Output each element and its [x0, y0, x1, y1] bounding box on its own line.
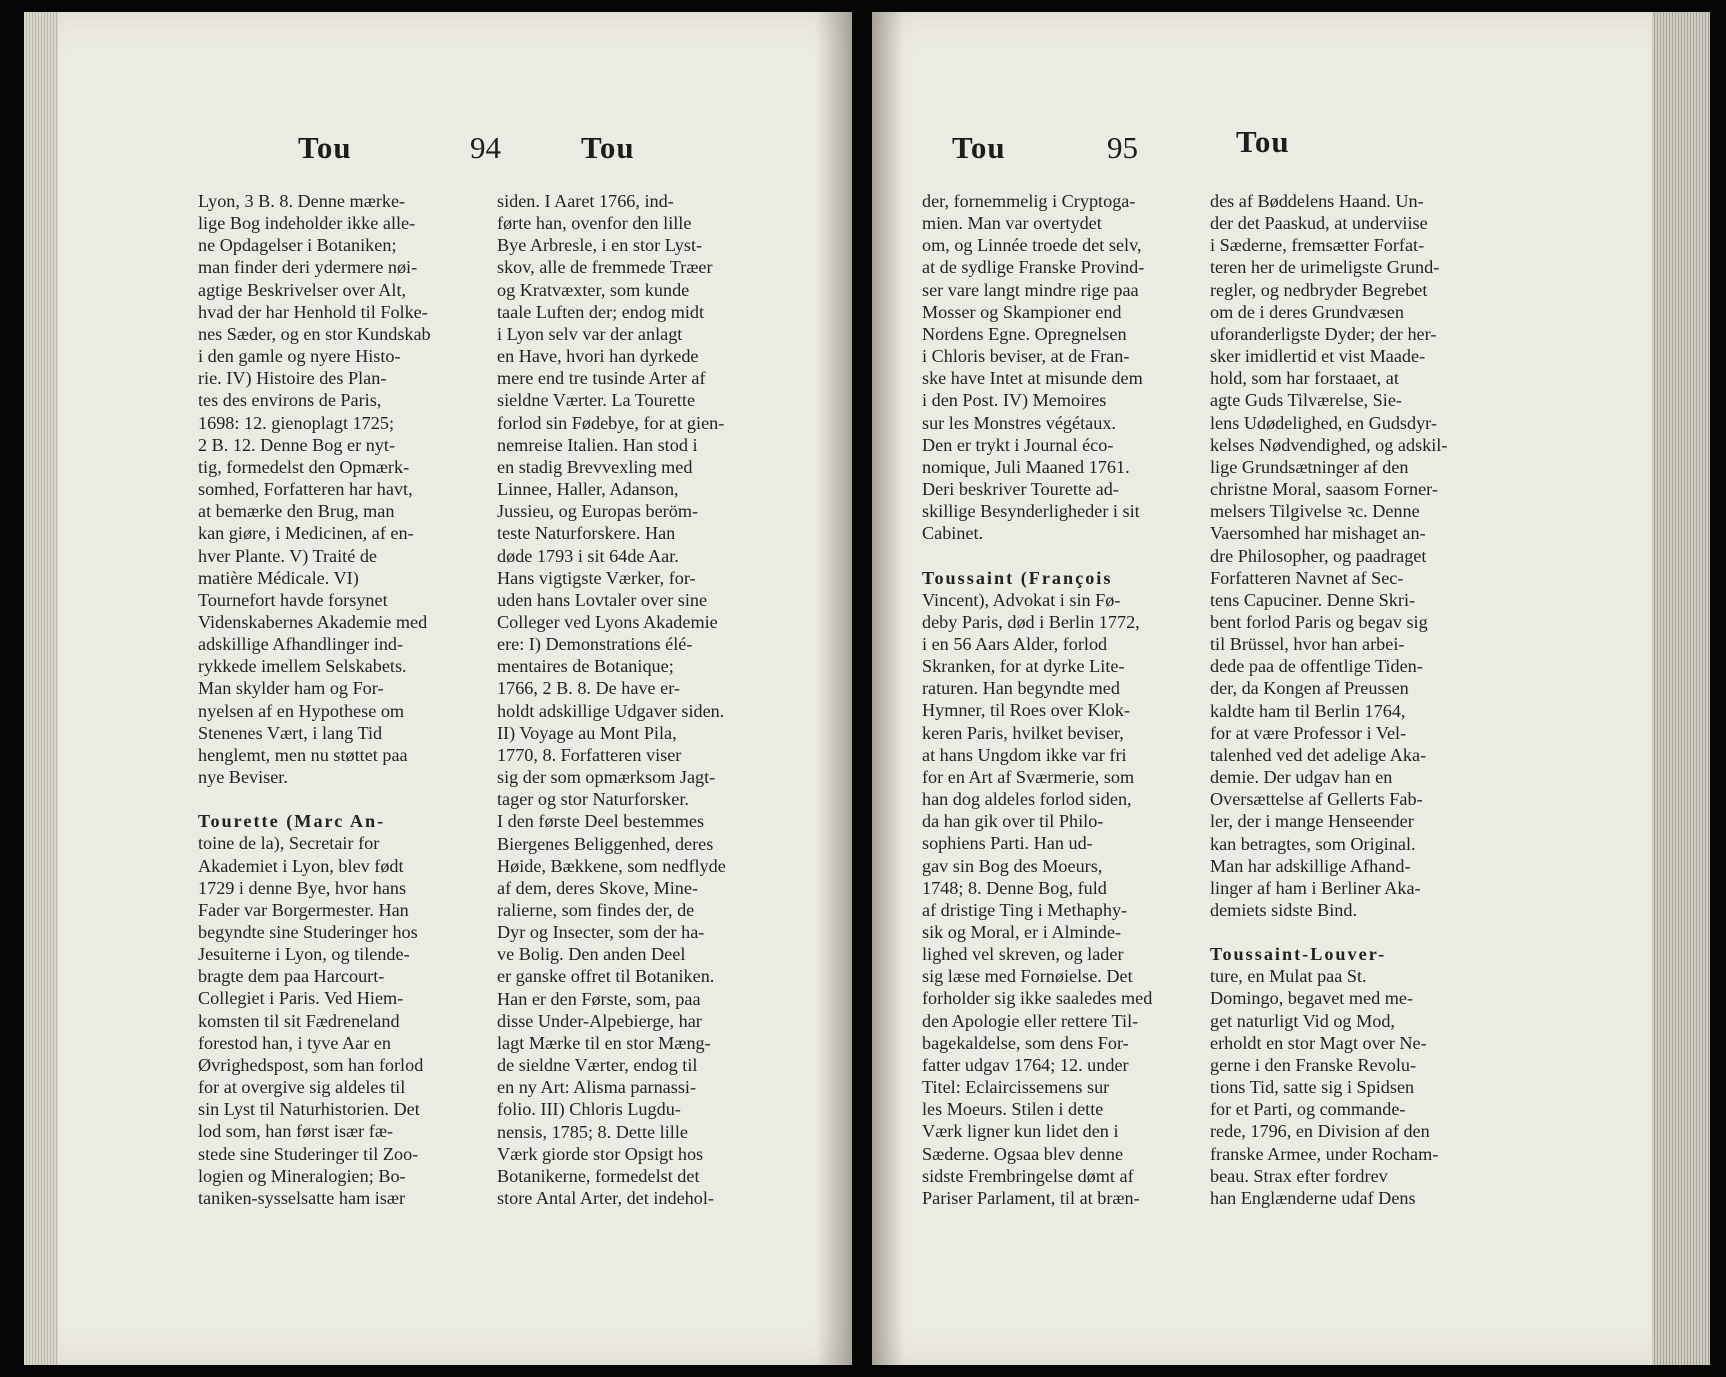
text-line: der, da Kongen af Preussen [1210, 678, 1409, 699]
text-line: uden hans Lovtaler over sine [497, 589, 708, 610]
text-line: get naturligt Vid og Mod, [1210, 1010, 1395, 1031]
text-line: i en 56 Aars Alder, forlod [922, 633, 1108, 654]
text-line: dede paa de offentlige Tiden- [1210, 656, 1423, 677]
text-line: Høide, Bækkene, som nedflyde [497, 855, 726, 876]
text-line: Hymner, til Roes over Klok- [922, 700, 1130, 721]
text-line: bagekaldelse, som dens For- [922, 1032, 1129, 1053]
text-line: Collegiet i Paris. Ved Hiem- [198, 988, 404, 1009]
text-line: 1729 i denne Bye, hvor hans [198, 877, 407, 898]
text-line: I den første Deel bestemmes [497, 811, 705, 832]
text-line: Domingo, begavet med me- [1210, 988, 1414, 1009]
text-line: Pariser Parlament, til at bræn- [922, 1187, 1140, 1208]
text-line: kelses Nødvendighed, og adskil- [1210, 434, 1448, 455]
text-line: bent forlod Paris og begav sig [1210, 611, 1428, 632]
text-line: sur les Monstres végétaux. [922, 412, 1116, 433]
text-line: ne Opdagelser i Botaniken; [198, 235, 397, 256]
text-line: lige Grundsætninger af den [1210, 456, 1409, 477]
text-line: Vaersomhed har mishaget an- [1210, 523, 1426, 544]
text-line: linger af ham i Berliner Aka- [1210, 877, 1421, 898]
text-line: holdt adskillige Udgaver siden. [497, 700, 725, 721]
text-line: i Chloris beviser, at de Fran- [922, 346, 1130, 367]
text-line: melsers Tilgivelse ꝛc. Denne [1210, 501, 1420, 522]
text-line: Skranken, for at dyrke Lite- [922, 656, 1125, 677]
text-line: stede sine Studeringer til Zoo- [198, 1143, 419, 1164]
text-line: nyelsen af en Hypothese om [198, 700, 405, 721]
text-line: taale Luften der; endog midt [497, 301, 705, 322]
text-line: for at overgive sig aldeles til [198, 1077, 406, 1098]
text-line: at de sydlige Franske Provind- [922, 257, 1145, 278]
text-line: II) Voyage au Mont Pila, [497, 722, 677, 743]
left-running-head-left: Tou [298, 130, 352, 165]
text-line: tig, formedelst den Opmærk- [198, 456, 410, 477]
text-line: ere: I) Demonstrations élé- [497, 634, 693, 655]
text-line: tens Capuciner. Denne Skri- [1210, 589, 1416, 610]
right-gutter-shadow [872, 12, 904, 1365]
text-line: for et Parti, og commande- [1210, 1099, 1406, 1120]
text-line: mentaires de Botanique; [497, 656, 674, 677]
right-column-1 [922, 190, 1182, 1209]
left-column-2 [497, 190, 757, 1209]
text-line: ske have Intet at misunde dem [922, 368, 1143, 389]
text-line: Cabinet. [922, 523, 984, 544]
paragraph-gap [198, 788, 466, 810]
text-line: begyndte sine Studeringer hos [198, 922, 418, 942]
text-line: regler, og nedbryder Begrebet [1210, 279, 1428, 300]
text-line: store Antal Arter, det indehol- [497, 1188, 714, 1209]
text-line: nemreise Italien. Han stod i [497, 434, 698, 455]
text-line: adskillige Afhandlinger ind- [198, 634, 404, 655]
text-line: Man skylder ham og For- [198, 678, 384, 699]
text-line: bragte dem paa Harcourt- [198, 966, 385, 987]
text-line: Biergenes Beliggenhed, deres [497, 833, 714, 854]
text-line: i den Post. IV) Memoires [922, 390, 1107, 411]
text-line: fatter udgav 1764; 12. under [922, 1054, 1129, 1075]
text-line: erholdt en stor Magt over Ne- [1210, 1032, 1427, 1053]
text-line: toine de la), Secretair for [198, 833, 380, 854]
text-line: kaldte ham til Berlin 1764, [1210, 700, 1406, 721]
text-line: disse Under-Alpebierge, har [497, 1010, 702, 1031]
text-line: sig læse med Fornøielse. Det [922, 966, 1133, 987]
text-line: Lyon, 3 B. 8. Denne mærke- [198, 191, 406, 211]
text-line: Han er den Første, som, paa [497, 988, 701, 1009]
text-line: tes des environs de Paris, [198, 390, 382, 411]
text-line: hold, som har forstaaet, at [1210, 368, 1399, 389]
text-line: han dog aldeles forlod siden, [922, 789, 1132, 810]
text-line: dre Philosopher, og paadraget [1210, 545, 1427, 566]
text-line: Værk giorde stor Opsigt hos [497, 1143, 704, 1164]
text-line: nomique, Juli Maaned 1761. [922, 456, 1130, 477]
text-line: demiets sidste Bind. [1210, 900, 1358, 920]
right-column-2 [1210, 190, 1474, 1209]
text-line: skov, alle de fremmede Træer [497, 257, 713, 278]
text-line: af dem, deres Skove, Mine- [497, 877, 699, 898]
text-line: agtige Beskrivelser over Alt, [198, 279, 407, 300]
right-running-head-right: Tou [1236, 124, 1290, 159]
text-line: Dyr og Insecter, som der ha- [497, 922, 705, 943]
right-page [872, 12, 1710, 1365]
text-line: demie. Der udgav han en [1210, 767, 1393, 788]
text-line: Videnskabernes Akademie med [198, 611, 428, 632]
text-line: han Englænderne udaf Dens [1210, 1187, 1416, 1208]
text-line: Fader var Borgermester. Han [198, 899, 409, 920]
text-line: skillige Besynderligheder i sit [922, 501, 1140, 522]
text-line: en stadig Brevvexling med [497, 456, 693, 477]
text-line: Bye Arbresle, i en stor Lyst- [497, 235, 703, 256]
text-line: matière Médicale. VI) [198, 567, 359, 588]
text-line: om, og Linnée troede det selv, [922, 235, 1142, 256]
text-line: teste Naturforskere. Han [497, 523, 676, 544]
text-line: komsten til sit Fædreneland [198, 1010, 400, 1031]
text-line: somhed, Forfatteren har havt, [198, 479, 413, 500]
text-line: kan giøre, i Medicinen, af en- [198, 523, 414, 544]
text-line: 1698: 12. gienoplagt 1725; [198, 412, 395, 433]
text-line: siden. I Aaret 1766, ind- [497, 191, 674, 211]
text-line: 2 B. 12. Denne Bog er nyt- [198, 434, 395, 455]
text-line: Mosser og Skampioner end [922, 301, 1122, 322]
text-line: lige Bog indeholder ikke alle- [198, 213, 416, 234]
text-line: hvad der har Henhold til Folke- [198, 301, 428, 322]
text-line: rede, 1796, en Division af den [1210, 1121, 1430, 1142]
text-line: forholder sig ikke saaledes med [922, 988, 1153, 1009]
text-line: til Brüssel, hvor han arbei- [1210, 634, 1405, 655]
text-line: Botanikerne, formedelst det [497, 1165, 700, 1186]
text-line: Oversættelse af Gellerts Fab- [1210, 789, 1423, 810]
text-line: forlod sin Fødebye, for at gien- [497, 412, 725, 433]
text-line: at bemærke den Brug, man [198, 501, 395, 522]
text-line: ralierne, som findes der, de [497, 900, 695, 920]
text-line: ser vare langt mindre rige paa [922, 279, 1139, 300]
text-line: sophiens Parti. Han ud- [922, 833, 1093, 854]
text-line: nensis, 1785; 8. Dette lille [497, 1121, 688, 1142]
text-line: sker imidlertid et vist Maade- [1210, 346, 1426, 367]
text-line: taniken-sysselsatte ham især [198, 1187, 406, 1208]
text-line: des af Bøddelens Haand. Un- [1210, 191, 1424, 211]
text-line: sig der som opmærksom Jagt- [497, 767, 716, 788]
text-line: der det Paaskud, at underviise [1210, 213, 1428, 234]
text-line: logien og Mineralogien; Bo- [198, 1165, 406, 1186]
text-line: for en Art af Sværmerie, som [922, 766, 1135, 787]
text-line: er ganske offret til Botaniken. [497, 966, 715, 987]
text-line: lagt Mærke til en stor Mæng- [497, 1032, 711, 1053]
text-line: nye Beviser. [198, 767, 288, 788]
text-line: for at være Professor i Vel- [1210, 722, 1407, 743]
left-gutter-shadow [816, 12, 852, 1365]
text-line: døde 1793 i sit 64de Aar. [497, 545, 679, 566]
text-line: lens Udødelighed, en Gudsdyr- [1210, 412, 1437, 433]
paragraph-gap [922, 545, 1182, 567]
right-running-head-left: Tou [952, 130, 1006, 165]
text-line: raturen. Han begyndte med [922, 678, 1120, 699]
text-line: tions Tid, satte sig i Spidsen [1210, 1077, 1415, 1098]
text-line: gav sin Bog des Moeurs, [922, 855, 1103, 876]
text-line: om de i deres Grundvæsen [1210, 301, 1404, 322]
left-page-number: 94 [470, 130, 501, 165]
text-line: der, fornemmelig i Cryptoga- [922, 191, 1136, 211]
text-line: Nordens Egne. Opregnelsen [922, 323, 1127, 344]
text-line: 1766, 2 B. 8. De have er- [497, 678, 680, 699]
paragraph-gap [1210, 921, 1474, 943]
text-line: Sæderne. Ogsaa blev denne [922, 1143, 1124, 1164]
text-line: Linnee, Haller, Adanson, [497, 479, 679, 500]
left-running-head-right: Tou [581, 130, 635, 165]
text-line: Toussaint (François [922, 567, 1113, 588]
text-line: talenhed ved det adelige Aka- [1210, 744, 1427, 765]
text-line: lod som, han først især fæ- [198, 1121, 394, 1142]
text-line: 1770, 8. Forfatteren viser [497, 744, 682, 765]
text-line: lighed vel skreven, og lader [922, 944, 1124, 965]
text-line: uforanderligste Dyder; der her- [1210, 323, 1437, 344]
text-line: Tourette (Marc An- [198, 811, 386, 832]
text-line: Akademiet i Lyon, blev født [198, 855, 404, 876]
left-column-1 [198, 190, 466, 1209]
text-line: deby Paris, død i Berlin 1772, [922, 611, 1140, 632]
text-line: i Lyon selv var der anlagt [497, 323, 683, 344]
text-line: Man har adskillige Afhand- [1210, 855, 1411, 876]
text-line: Forfatteren Navnet af Sec- [1210, 567, 1404, 588]
text-line: tager og stor Naturforsker. [497, 789, 689, 810]
text-line: gerne i den Franske Revolu- [1210, 1054, 1417, 1075]
text-line: ler, der i mange Henseender [1210, 811, 1414, 832]
text-line: sin Lyst til Naturhistorien. Det [198, 1099, 420, 1120]
text-line: Hans vigtigste Værker, for- [497, 567, 696, 588]
text-line: keren Paris, hvilket beviser, [922, 722, 1124, 743]
text-line: Tournefort havde forsynet [198, 589, 388, 610]
text-line: kan betragtes, som Original. [1210, 833, 1416, 854]
right-page-number: 95 [1107, 130, 1138, 165]
text-line: Stenenes Vært, i lang Tid [198, 722, 383, 743]
text-line: sidste Frembringelse dømt af [922, 1165, 1134, 1186]
left-page [24, 12, 852, 1365]
text-line: nes Sæder, og en stor Kundskab [198, 323, 431, 344]
text-line: de sieldne Værter, endog til [497, 1055, 698, 1076]
text-line: og Kratvæxter, som kunde [497, 279, 690, 300]
text-line: les Moeurs. Stilen i dette [922, 1099, 1104, 1120]
text-line: Titel: Eclaircissemens sur [922, 1077, 1110, 1098]
text-line: mien. Man var overtydet [922, 213, 1102, 234]
text-line: Jesuiterne i Lyon, og tilende- [198, 944, 410, 965]
text-line: Værk ligner kun lidet den i [922, 1121, 1119, 1142]
text-line: Jussieu, og Europas beröm- [497, 501, 699, 522]
text-line: ve Bolig. Den anden Deel [497, 944, 686, 965]
text-line: førte han, ovenfor den lille [497, 213, 692, 234]
text-line: beau. Strax efter fordrev [1210, 1165, 1388, 1186]
text-line: forestod han, i tyve Aar en [198, 1032, 391, 1053]
text-line: rykkede imellem Selskabets. [198, 656, 407, 677]
text-line: Colleger ved Lyons Akademie [497, 611, 718, 632]
text-line: den Apologie eller rettere Til- [922, 1010, 1139, 1031]
text-line: en Have, hvori han dyrkede [497, 346, 699, 367]
text-line: da han gik over til Philo- [922, 811, 1104, 832]
text-line: franske Armee, under Rocham- [1210, 1143, 1439, 1164]
text-line: sieldne Værter. La Tourette [497, 390, 696, 411]
text-line: hver Plante. V) Traité de [198, 545, 377, 566]
text-line: henglemt, men nu støttet paa [198, 744, 408, 765]
text-line: rie. IV) Histoire des Plan- [198, 368, 387, 389]
text-line: ture, en Mulat paa St. [1210, 966, 1367, 987]
text-line: af dristige Ting i Methaphy- [922, 899, 1128, 920]
text-line: i Sæderne, fremsætter Forfat- [1210, 235, 1425, 256]
text-line: christne Moral, saasom Forner- [1210, 479, 1438, 500]
text-line: at hans Ungdom ikke var fri [922, 744, 1127, 765]
text-line: i den gamle og nyere Histo- [198, 346, 401, 367]
text-line: Toussaint-Louver- [1210, 944, 1387, 965]
text-line: folio. III) Chloris Lugdu- [497, 1099, 681, 1120]
text-line: teren her de urimeligste Grund- [1210, 257, 1440, 278]
text-line: Vincent), Advokat i sin Fø- [922, 589, 1121, 610]
text-line: mere end tre tusinde Arter af [497, 368, 706, 389]
text-line: Den er trykt i Journal éco- [922, 434, 1114, 455]
text-line: en ny Art: Alisma parnassi- [497, 1077, 697, 1098]
text-line: Øvrighedspost, som han forlod [198, 1054, 424, 1075]
text-line: 1748; 8. Denne Bog, fuld [922, 877, 1107, 898]
text-line: Deri beskriver Tourette ad- [922, 479, 1119, 500]
text-line: sik og Moral, er i Alminde- [922, 922, 1122, 942]
text-line: agte Guds Tilværelse, Sie- [1210, 390, 1402, 411]
text-line: man finder deri ydermere nøi- [198, 257, 418, 278]
